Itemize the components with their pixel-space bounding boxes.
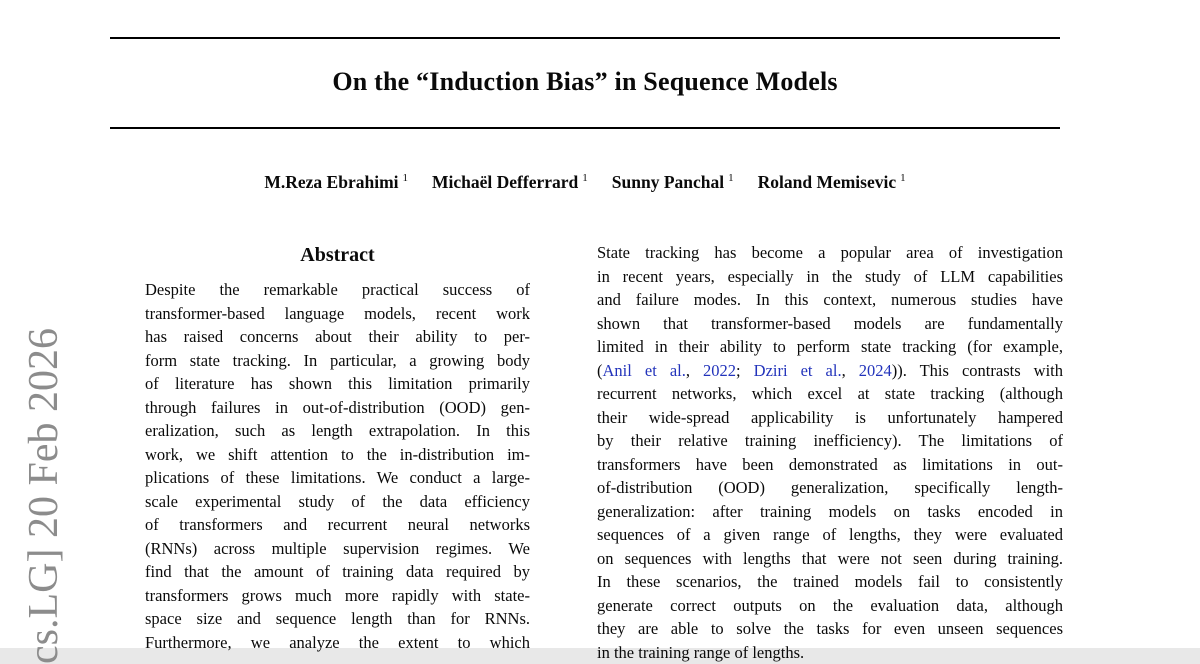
text-line: generate correct outputs on the evaluation data, although [597,594,1063,618]
text-line: plications of these limitations. We conduct a large- [145,466,530,490]
text-line: work, we shift attention to the in-distribution im- [145,443,530,467]
author-affiliation-mark: 1 [582,172,588,184]
author [432,170,588,194]
text-line: of transformers and recurrent neural networks [145,513,530,537]
text-line: transformer-based language models, recent work [145,302,530,326]
text-line: Despite the remarkable practical success of [145,278,530,302]
text-segment: ( [597,361,603,380]
citation-link[interactable]: Dziri et al. [754,361,842,380]
text-line: shown that transformer-based models are fundamentally [597,312,1063,336]
text-line: of-distribution (OOD) generalization, specifically length- [597,476,1063,500]
author-name: M.Reza Ebrahimi [264,172,398,192]
text-line: find that the amount of training data required by [145,560,530,584]
text-line: State tracking has become a popular area of investigation [597,241,1063,265]
abstract-heading: Abstract [145,243,530,267]
text-line: of literature has shown this limitation primarily [145,372,530,396]
citation-link[interactable]: Anil et al. [603,361,686,380]
text-line: generalization: after training models on tasks encoded in [597,500,1063,524]
text-segment: ; [736,361,754,380]
text-line: they are able to solve the tasks for even unseen sequences [597,617,1063,641]
author-affiliation-mark: 1 [728,172,734,184]
text-line: Furthermore, we analyze the extent to which [145,631,530,655]
text-line: transformers have been demonstrated as limitations in out- [597,453,1063,477]
text-line: in recent years, especially in the study of LLM capabilities [597,265,1063,289]
text-line: through failures in out-of-distribution (OOD) gen- [145,396,530,420]
author-name: Sunny Panchal [612,172,724,192]
text-line: eralization, such as length extrapolation. In this [145,419,530,443]
title-rule-bottom [110,127,1060,129]
text-line: space size and sequence length than for RNNs. [145,607,530,631]
text-segment: , [686,361,703,380]
text-segment: , [842,361,859,380]
text-line: sequences of a given range of lengths, they were evaluated [597,523,1063,547]
text-line: (RNNs) across multiple supervision regimes. We [145,537,530,561]
author-affiliation-mark: 1 [403,172,409,184]
text-line: on sequences with lengths that were not seen during training. [597,547,1063,571]
text-line [597,359,1063,383]
intro-column [597,241,1063,664]
text-line: by their relative training inefficiency). The limitations of [597,429,1063,453]
text-line: In these scenarios, the trained models fail to consistently [597,570,1063,594]
arxiv-watermark: cs.LG] 20 Feb 2026 [22,328,66,664]
text-segment: )). This contrasts with [892,361,1063,380]
author-name: Michaël Defferrard [432,172,578,192]
paper-title: On the “Induction Bias” in Sequence Models [110,66,1060,98]
author [612,170,734,194]
text-line: limited in their ability to perform state tracking (for example, [597,335,1063,359]
author-list [110,170,1060,194]
text-line: has raised concerns about their ability to per- [145,325,530,349]
text-line: in the training range of lengths. [597,641,1063,664]
author [758,170,906,194]
abstract-column [145,278,530,654]
text-line: recurrent networks, which excel at state tracking (although [597,382,1063,406]
title-rule-top [110,37,1060,39]
author [264,170,408,194]
text-line: and failure modes. In this context, numerous studies have [597,288,1063,312]
text-line: their wide-spread applicability is unfortunately hampered [597,406,1063,430]
citation-link[interactable]: 2022 [703,361,736,380]
text-line: scale experimental study of the data efficiency [145,490,530,514]
text-line: form state tracking. In particular, a growing body [145,349,530,373]
text-line: transformers grows much more rapidly with state- [145,584,530,608]
author-affiliation-mark: 1 [900,172,906,184]
author-name: Roland Memisevic [758,172,897,192]
citation-link[interactable]: 2024 [859,361,892,380]
